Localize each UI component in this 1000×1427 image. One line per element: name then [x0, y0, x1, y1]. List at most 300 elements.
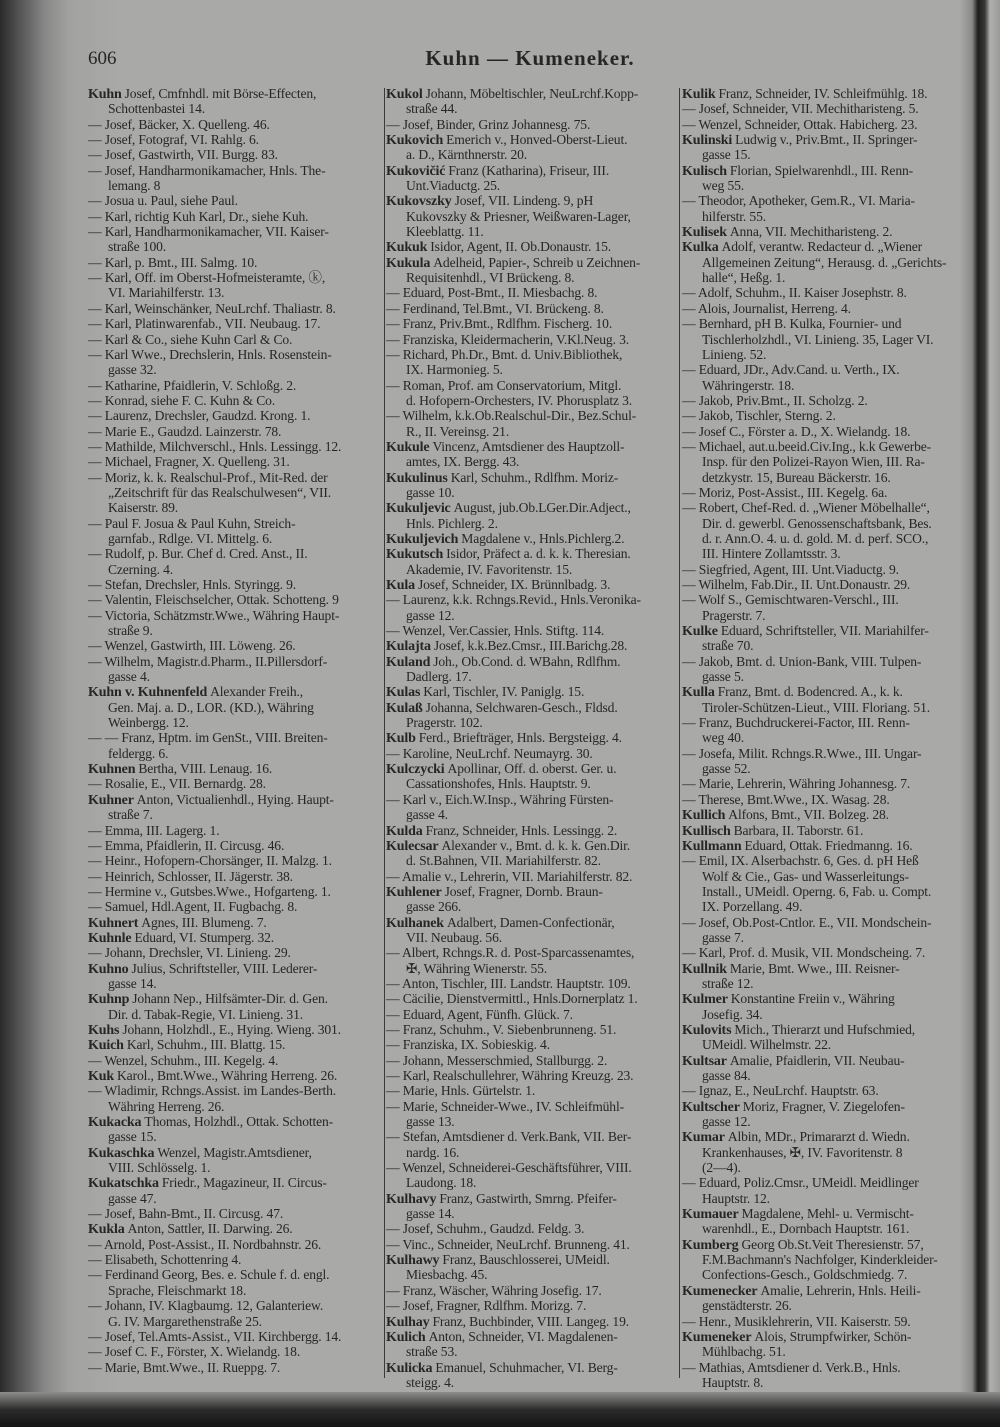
entry-text: Josef, Cmfnhdl. mit Börse-Effecten, [124, 86, 317, 101]
entry-text: — Richard, Ph.Dr., Bmt. d. Univ.Bibliothek, [386, 346, 623, 362]
surname-heading: Kulla [682, 685, 715, 700]
entry-text: Johann, Möbeltischler, NeuLrchf.Kopp- [425, 86, 639, 101]
entry-text: Mich., Thierarzt und Hufschmied, [734, 1021, 916, 1037]
entry-text: — Theodor, Apotheker, Gem.R., VI. Maria- [682, 193, 915, 209]
entry-text: — Vinc., Schneider, NeuLrchf. Brunneng. 41. [386, 1236, 630, 1252]
entry-continuation [682, 884, 966, 899]
entry-text: Bertha, VIII. Lenaug. 16. [138, 761, 273, 777]
entry-text: Johann, Holzhdl., E., Hying. Wieng. 301. [122, 1021, 341, 1037]
entry-continuation [682, 899, 966, 914]
entry-text: VIII. Schlösselg. 1. [108, 1160, 211, 1176]
sub-entry [88, 454, 380, 469]
entry-continuation [88, 500, 380, 515]
entry-continuation [88, 746, 380, 761]
entry-text: — Rosalie, E., VII. Bernardg. 28. [88, 776, 266, 792]
entry-continuation [386, 516, 678, 531]
entry-text: IX. Harmonieg. 5. [406, 362, 503, 378]
entry-text: Alois, Strumpfwirker, Schön- [754, 1328, 912, 1344]
entry-text: — Moriz, k. k. Realschul-Prof., Mit-Red. der [88, 469, 328, 485]
entry-text: Akademie, IV. Favoritenstr. 15. [406, 561, 573, 577]
entry-text: Dir. d. Tabak-Regie, VI. Linieng. 31. [108, 1006, 303, 1022]
sub-entry [88, 638, 380, 653]
surname-heading: Kulicka [386, 1360, 433, 1375]
entry-text: — Karl, Prof. d. Musik, VII. Mondscheing. 7. [682, 945, 926, 961]
entry-continuation [386, 807, 678, 822]
entry-continuation [88, 1007, 380, 1022]
sub-entry [88, 823, 380, 838]
surname-heading: Kulik [682, 87, 716, 102]
sub-entry [682, 439, 966, 454]
sub-entry [88, 1360, 380, 1375]
entry-text: August, jub.Ob.LGer.Dir.Adject., [453, 500, 631, 516]
entry-continuation [386, 393, 678, 408]
directory-entry [386, 654, 678, 669]
running-title: Kuhn — Kumeneker. [425, 46, 635, 70]
directory-entry [386, 163, 678, 178]
directory-entry [386, 915, 678, 930]
sub-entry [88, 347, 380, 362]
entry-text: — Josef, Fotograf, VI. Rahlg. 6. [88, 132, 259, 148]
entry-text: Konstantine Freiin v., Währing [730, 991, 895, 1007]
entry-text: gasse 15. [108, 1129, 157, 1145]
surname-heading: Kumenecker [682, 1283, 758, 1299]
sub-entry [682, 1360, 966, 1375]
entry-text: gasse 47. [108, 1190, 157, 1206]
surname-heading: Kumeneker [682, 1329, 752, 1345]
sub-entry [88, 255, 380, 270]
entry-continuation [682, 730, 966, 745]
entry-text: Magdalene v., Hnls.Pichlerg.2. [461, 530, 625, 546]
entry-continuation [88, 562, 380, 577]
sub-entry [682, 500, 966, 515]
directory-entry [386, 132, 678, 147]
surname-heading: Kulb [386, 731, 416, 746]
sub-entry [386, 945, 678, 960]
entry-continuation [88, 285, 380, 300]
entry-continuation [386, 178, 678, 193]
sub-entry [682, 577, 966, 592]
entry-text: — Elisabeth, Schottenring 4. [88, 1252, 242, 1268]
entry-continuation [88, 531, 380, 546]
sub-entry [386, 1068, 678, 1083]
entry-text: Barbara, II. Taborstr. 61. [733, 822, 864, 838]
entry-text: straße 12. [702, 975, 754, 991]
entry-text: — Karoline, NeuLrchf. Neumayrg. 30. [386, 745, 593, 761]
entry-text: — Ignaz, E., NeuLrchf. Hauptstr. 63. [682, 1083, 879, 1099]
sub-entry [386, 1221, 678, 1236]
entry-continuation [386, 1375, 678, 1390]
sub-entry [88, 869, 380, 884]
entry-text: Pragerstr. 7. [702, 607, 766, 623]
surname-heading: Kulinski [682, 133, 733, 148]
sub-entry [88, 378, 380, 393]
entry-text: Florian, Spielwarenhdl., III. Renn- [729, 162, 913, 178]
surname-heading: Kullnik [682, 961, 727, 976]
surname-heading: Kukovičić [386, 163, 446, 179]
entry-text: VII. Neubaug. 56. [406, 929, 502, 945]
entry-continuation [682, 1221, 966, 1236]
surname-heading: Kukacka [88, 1115, 142, 1130]
entry-text: — Henr., Musiklehrerin, VII. Kaiserstr. 59. [682, 1313, 911, 1329]
surname-heading: Kuhs [88, 1022, 120, 1038]
sub-entry [88, 577, 380, 592]
entry-text: Czerning. 4. [108, 561, 174, 577]
entry-text: straße 9. [108, 623, 153, 639]
entry-text: — Josef, Schuhm., Gaudzd. Feldg. 3. [386, 1221, 585, 1237]
entry-text: — Valentin, Fleischselcher, Ottak. Schotteng. 9 [88, 592, 339, 608]
sub-entry [88, 592, 380, 607]
entry-text: III. Hintere Zollamtsstr. 3. [702, 546, 841, 562]
directory-entry [386, 577, 678, 592]
entry-text: — Michael, Fragner, X. Quelleng. 31. [88, 454, 290, 470]
entry-text: Install., UMeidl. Operng. 6, Fab. u. Compt. [702, 883, 932, 899]
directory-entry [682, 1329, 966, 1344]
entry-text: — Josef C. F., Förster, X. Wielandg. 18. [88, 1344, 301, 1360]
sub-entry [88, 1344, 380, 1359]
entry-continuation [88, 623, 380, 638]
entry-text: Eduard, Ottak. Friedmanng. 16. [744, 837, 913, 853]
entry-text: genstädterstr. 26. [702, 1298, 792, 1314]
entry-text: — Karl & Co., siehe Kuhn Carl & Co. [88, 331, 293, 347]
surname-heading: Kuhn [88, 87, 122, 102]
sub-entry [682, 1083, 966, 1098]
surname-heading: Kuhner [88, 792, 134, 808]
sub-entry [682, 117, 966, 132]
entry-text: gasse 52. [702, 761, 751, 777]
entry-text: Karl, Schuhm., Rdlfhm. Moriz- [450, 469, 619, 485]
entry-text: — Franziska, Kleidermacherin, V.Kl.Neug. 3. [386, 331, 629, 347]
surname-heading: Kulda [386, 823, 423, 838]
entry-text: — Jakob, Tischler, Sterng. 2. [682, 408, 836, 424]
entry-text: Hauptstr. 8. [702, 1374, 764, 1390]
entry-continuation [682, 1145, 966, 1160]
sub-entry [88, 332, 380, 347]
directory-entry [88, 915, 380, 930]
entry-text: — Franz, Schuhm., V. Siebenbrunneng. 51. [386, 1021, 617, 1037]
entry-text: — Johann, Messerschmied, Stallburgg. 2. [386, 1052, 608, 1068]
sub-entry [386, 1083, 678, 1098]
sub-entry [386, 1129, 678, 1144]
entry-text: (2—4). [702, 1160, 741, 1176]
entry-continuation [682, 1160, 966, 1175]
entry-text: — Konrad, siehe F. C. Kuhn & Co. [88, 392, 276, 408]
entry-text: Unt.Viaductg. 25. [406, 178, 501, 194]
entry-text: — Karl, Weinschänker, NeuLrchf. Thaliastr. 8. [88, 300, 336, 316]
sub-entry [682, 1314, 966, 1329]
entry-text: — Karl, richtig Kuh Karl, Dr., siehe Kuh. [88, 208, 309, 224]
entry-text: — Karl v., Eich.W.Insp., Währing Fürsten- [386, 791, 614, 807]
sub-entry [386, 792, 678, 807]
entry-text: — Moriz, Post-Assist., III. Kegelg. 6a. [682, 484, 888, 500]
entry-text: — Heinr., Hofopern-Chorsänger, II. Malzg. 1. [88, 853, 332, 869]
entry-text: Franz, Buchbinder, VIII. Langeg. 19. [432, 1313, 629, 1329]
entry-text: — Ferdinand, Tel.Bmt., VI. Brückeng. 8. [386, 300, 604, 316]
directory-entry [88, 792, 380, 807]
entry-text: Miesbachg. 45. [406, 1267, 488, 1283]
entry-text: Confections-Gesch., Goldschmiedg. 7. [702, 1267, 908, 1283]
entry-text: warenhdl., E., Dornbach Hauptstr. 161. [702, 1221, 910, 1237]
entry-text: Amalie, Lehrerin, Hnls. Heili- [760, 1282, 921, 1298]
sub-entry [88, 147, 380, 162]
directory-entry [88, 961, 380, 976]
entry-text: Dadlerg. 17. [406, 669, 472, 685]
entry-continuation [88, 485, 380, 500]
entry-text: — Jakob, Priv.Bmt., II. Scholzg. 2. [682, 392, 868, 408]
entry-text: Eduard, VI. Stumperg. 32. [134, 929, 275, 945]
entry-text: — Josef, Bahn-Bmt., II. Circusg. 47. [88, 1206, 284, 1222]
directory-entry [386, 1191, 678, 1206]
entry-text: G. IV. Margarethenstraße 25. [108, 1313, 262, 1329]
sub-entry [682, 316, 966, 331]
directory-entry [386, 761, 678, 776]
directory-entry [682, 961, 966, 976]
sub-entry [386, 1007, 678, 1022]
entry-text: — Cäcilie, Dienstvermittl., Hnls.Dornerplatz 1. [386, 991, 638, 1007]
surname-heading: Kullisch [682, 823, 731, 838]
directory-entry [682, 623, 966, 638]
entry-text: — Emma, III. Lagerg. 1. [88, 822, 220, 838]
entry-text: Karol., Bmt.Wwe., Währing Herreng. 26. [117, 1068, 338, 1083]
sub-entry [682, 746, 966, 761]
sub-entry [682, 101, 966, 116]
entry-text: Albin, MDr., Primararzt d. Wiedn. [727, 1129, 910, 1145]
entry-text: „Zeitschrift für das Realschulwesen“, VII. [108, 484, 331, 500]
entry-text: Adalbert, Damen-Confectionär, [446, 914, 615, 930]
sub-entry [386, 1022, 678, 1037]
sub-entry [386, 746, 678, 761]
entry-text: — Mathias, Amtsdiener d. Verk.B., Hnls. [682, 1359, 901, 1375]
entry-text: — Josef, Binder, Grinz Johannesg. 75. [386, 116, 591, 132]
entry-text: — Stefan, Drechsler, Hnls. Styringg. 9. [88, 577, 297, 592]
entry-text: — Amalie v., Lehrerin, VII. Mariahilferstr. 82. [386, 868, 633, 884]
surname-heading: Kuich [88, 1038, 124, 1053]
directory-entry [386, 684, 678, 699]
entry-text: — Ferdinand Georg, Bes. e. Schule f. d. engl. [88, 1267, 330, 1283]
entry-text: Wolf & Cie., Gas- und Wasserleitungs- [702, 868, 909, 884]
surname-heading: Kulhanek [386, 915, 444, 930]
entry-continuation [682, 976, 966, 991]
directory-entry [682, 1206, 966, 1221]
entry-text: Josef, VII. Lindeng. 9, pH [454, 193, 594, 209]
sub-entry [88, 424, 380, 439]
entry-text: Emerich v., Honved-Oberst-Lieut. [446, 132, 628, 148]
entry-text: — Karl, Off. im Oberst-Hofmeisteramte, ⓚ, [88, 270, 326, 286]
directory-entry [682, 224, 966, 239]
entry-text: Schottenbastei 14. [108, 101, 205, 117]
sub-entry [682, 776, 966, 791]
directory-entry [88, 1114, 380, 1129]
entry-continuation [386, 853, 678, 868]
entry-text: Wenzel, Magistr.Amtsdiener, [157, 1144, 312, 1160]
entry-text: — Eduard, Agent, Fünfh. Glück. 7. [386, 1006, 573, 1022]
surname-heading: Kulka [682, 240, 719, 255]
surname-heading: Kulisch [682, 163, 727, 179]
sub-entry [88, 1237, 380, 1252]
entry-continuation [386, 1344, 678, 1359]
entry-text: Alexander v., Bmt. d. k. k. Gen.Dir. [441, 837, 630, 853]
entry-text: — Victoria, Schätzmstr.Wwe., Währing Haupt- [88, 607, 340, 623]
directory-entry [386, 500, 678, 515]
entry-continuation [682, 700, 966, 715]
entry-text: — Roman, Prof. am Conservatorium, Mitgl. [386, 377, 622, 393]
entry-text: — Karl, p. Bmt., III. Salmg. 10. [88, 254, 258, 270]
entry-text: Kukovszky & Priesner, Weißwaren-Lager, [406, 208, 631, 224]
entry-continuation [386, 485, 678, 500]
surname-heading: Kumar [682, 1130, 725, 1145]
entry-text: F.M.Bachmann's Nachfolger, Kinderkleider- [702, 1252, 938, 1268]
entry-text: Karl, Schuhm., III. Blattg. 15. [126, 1037, 286, 1053]
entry-text: Krankenhauses, ✠, IV. Favoritenstr. 8 [702, 1144, 903, 1160]
surname-heading: Kuhno [88, 961, 129, 976]
sub-entry [386, 378, 678, 393]
entry-text: — Eduard, Poliz.Cmsr., UMeidl. Meidlinger [682, 1175, 919, 1191]
directory-entry [386, 255, 678, 270]
sub-entry [386, 117, 678, 132]
entry-continuation [386, 1267, 678, 1282]
entry-text: Cassationshofes, Hnls. Hauptstr. 9. [406, 776, 591, 792]
entry-text: Kaiserstr. 89. [108, 500, 179, 516]
surname-heading: Kukutsch [386, 547, 444, 562]
surname-heading: Kukuk [386, 240, 428, 255]
entry-continuation [682, 1114, 966, 1129]
entry-text: gasse 12. [702, 1114, 751, 1130]
sub-entry [386, 1037, 678, 1052]
entry-text: — Wladimir, Rchngs.Assist. im Landes-Berth. [88, 1083, 336, 1099]
entry-text: R., II. Vereinsg. 21. [406, 423, 510, 439]
sub-entry [88, 899, 380, 914]
entry-text: — Mathilde, Milchverschl., Hnls. Lessingg. 12. [88, 438, 342, 454]
entry-text: Hauptstr. 12. [702, 1190, 770, 1206]
entry-text: Johann Nep., Hilfsämter-Dir. d. Gen. [132, 991, 328, 1007]
entry-text: lemang. 8 [108, 178, 161, 194]
entry-continuation [682, 531, 966, 546]
entry-continuation [682, 1375, 966, 1390]
sub-entry [386, 1283, 678, 1298]
sub-entry [88, 654, 380, 669]
entry-text: — Laurenz, k.k. Rchngs.Revid., Hnls.Veronika- [386, 592, 641, 608]
entry-text: Adolf, verantw. Redacteur d. „Wiener [721, 239, 922, 255]
sub-entry [88, 1206, 380, 1221]
entry-text: Franz (Katharina), Friseur, III. [448, 162, 610, 178]
directory-entry [682, 807, 966, 822]
sub-entry [88, 270, 380, 285]
sub-entry [88, 163, 380, 178]
entry-text: — Karl, Handharmonikamacher, VII. Kaiser- [88, 224, 329, 240]
entry-continuation [682, 1252, 966, 1267]
entry-text: — Marie E., Gaudzd. Lainzerstr. 78. [88, 423, 282, 439]
entry-text: gasse 7. [702, 929, 744, 945]
sub-entry [88, 1053, 380, 1068]
entry-continuation [682, 270, 966, 285]
entry-text: — Franziska, IX. Sobieskig. 4. [386, 1037, 550, 1053]
surname-heading: Kulaß [386, 700, 423, 716]
entry-continuation [88, 1160, 380, 1175]
sub-entry [386, 976, 678, 991]
sub-entry [88, 1083, 380, 1098]
surname-heading: Kukula [386, 255, 431, 271]
entry-text: gasse 12. [406, 607, 455, 623]
surname-heading: Kukule [386, 439, 430, 455]
entry-text: Sprache, Fleischmarkt 18. [108, 1282, 247, 1298]
column-1 [88, 86, 380, 1375]
surname-heading: Kuhnle [88, 930, 132, 946]
entry-text: — Laurenz, Drechsler, Gaudzd. Krong. 1. [88, 408, 311, 424]
entry-text: Josef, k.k.Bez.Cmsr., III.Barichg.28. [433, 638, 628, 654]
entry-text: — Josef, Fragner, Rdlfhm. Morizg. 7. [386, 1298, 587, 1314]
sub-entry [386, 332, 678, 347]
surname-heading: Kullich [682, 808, 726, 823]
entry-text: Isidor, Präfect a. d. k. k. Theresian. [446, 546, 631, 562]
entry-continuation [386, 776, 678, 791]
entry-text: steigg. 4. [406, 1374, 454, 1390]
sub-entry [88, 608, 380, 623]
entry-text: d. Hofopern-Orchesters, IV. Phorusplatz 3. [406, 392, 633, 408]
surname-heading: Kula [386, 578, 415, 593]
entry-continuation [386, 899, 678, 914]
page-number: 606 [88, 48, 117, 69]
entry-continuation [682, 470, 966, 485]
entry-text: — Samuel, Hdl.Agent, II. Fugbachg. 8. [88, 899, 298, 915]
surname-heading: Kulhavy [386, 1191, 437, 1207]
entry-text: VI. Mariahilferstr. 13. [108, 285, 225, 301]
sub-entry [386, 623, 678, 638]
entry-continuation [386, 961, 678, 976]
surname-heading: Kultsar [682, 1053, 727, 1068]
entry-continuation [88, 807, 380, 822]
surname-heading: Kulisek [682, 225, 727, 240]
entry-continuation [682, 1191, 966, 1206]
sub-entry [682, 945, 966, 960]
sub-entry [88, 408, 380, 423]
entry-text: Dir. d. gewerbl. Genossenschaftsbank, Bes. [702, 515, 932, 531]
entry-text: straße 44. [406, 101, 458, 117]
entry-continuation [386, 1145, 678, 1160]
directory-entry [682, 86, 966, 101]
entry-text: Thomas, Holzhdl., Ottak. Schotten- [144, 1114, 333, 1130]
directory-entry [386, 239, 678, 254]
directory-entry [386, 1314, 678, 1329]
entry-continuation [682, 1037, 966, 1052]
entry-text: — Robert, Chef-Red. d. „Wiener Möbelhalle“, [682, 500, 930, 516]
sub-entry [386, 1298, 678, 1313]
entry-continuation [682, 255, 966, 270]
entry-text: Anna, VII. Mechitharisteng. 2. [729, 224, 893, 240]
sub-entry [88, 316, 380, 331]
sub-entry [386, 347, 678, 362]
entry-text: gasse 13. [406, 1114, 455, 1130]
surname-heading: Kultscher [682, 1099, 740, 1115]
entry-text: — Marie, Lehrerin, Währing Johannesg. 7. [682, 776, 911, 792]
entry-text: Josef, Schneider, IX. Brünnlbadg. 3. [417, 577, 611, 592]
entry-continuation [682, 178, 966, 193]
surname-heading: Kukuljevic [386, 501, 451, 516]
sub-entry [88, 730, 380, 745]
surname-heading: Kuhlener [386, 884, 442, 900]
entry-text: Franz, Schneider, Hnls. Lessingg. 2. [425, 822, 618, 838]
sub-entry [682, 654, 966, 669]
entry-text: Tischlerholzhdl., VI. Linieng. 35, Lager VI. [702, 331, 934, 347]
entry-text: Anton, Sattler, II. Darwing. 26. [127, 1221, 293, 1237]
entry-text: gasse 4. [406, 807, 448, 823]
entry-text: Alexander Freih., [210, 684, 304, 700]
entry-text: nardg. 16. [406, 1144, 460, 1160]
entry-continuation [682, 930, 966, 945]
directory-entry [682, 163, 966, 178]
entry-continuation [88, 715, 380, 730]
directory-entry [88, 1221, 380, 1236]
entry-text: Emanuel, Schuhmacher, VI. Berg- [435, 1359, 618, 1375]
entry-continuation [682, 638, 966, 653]
